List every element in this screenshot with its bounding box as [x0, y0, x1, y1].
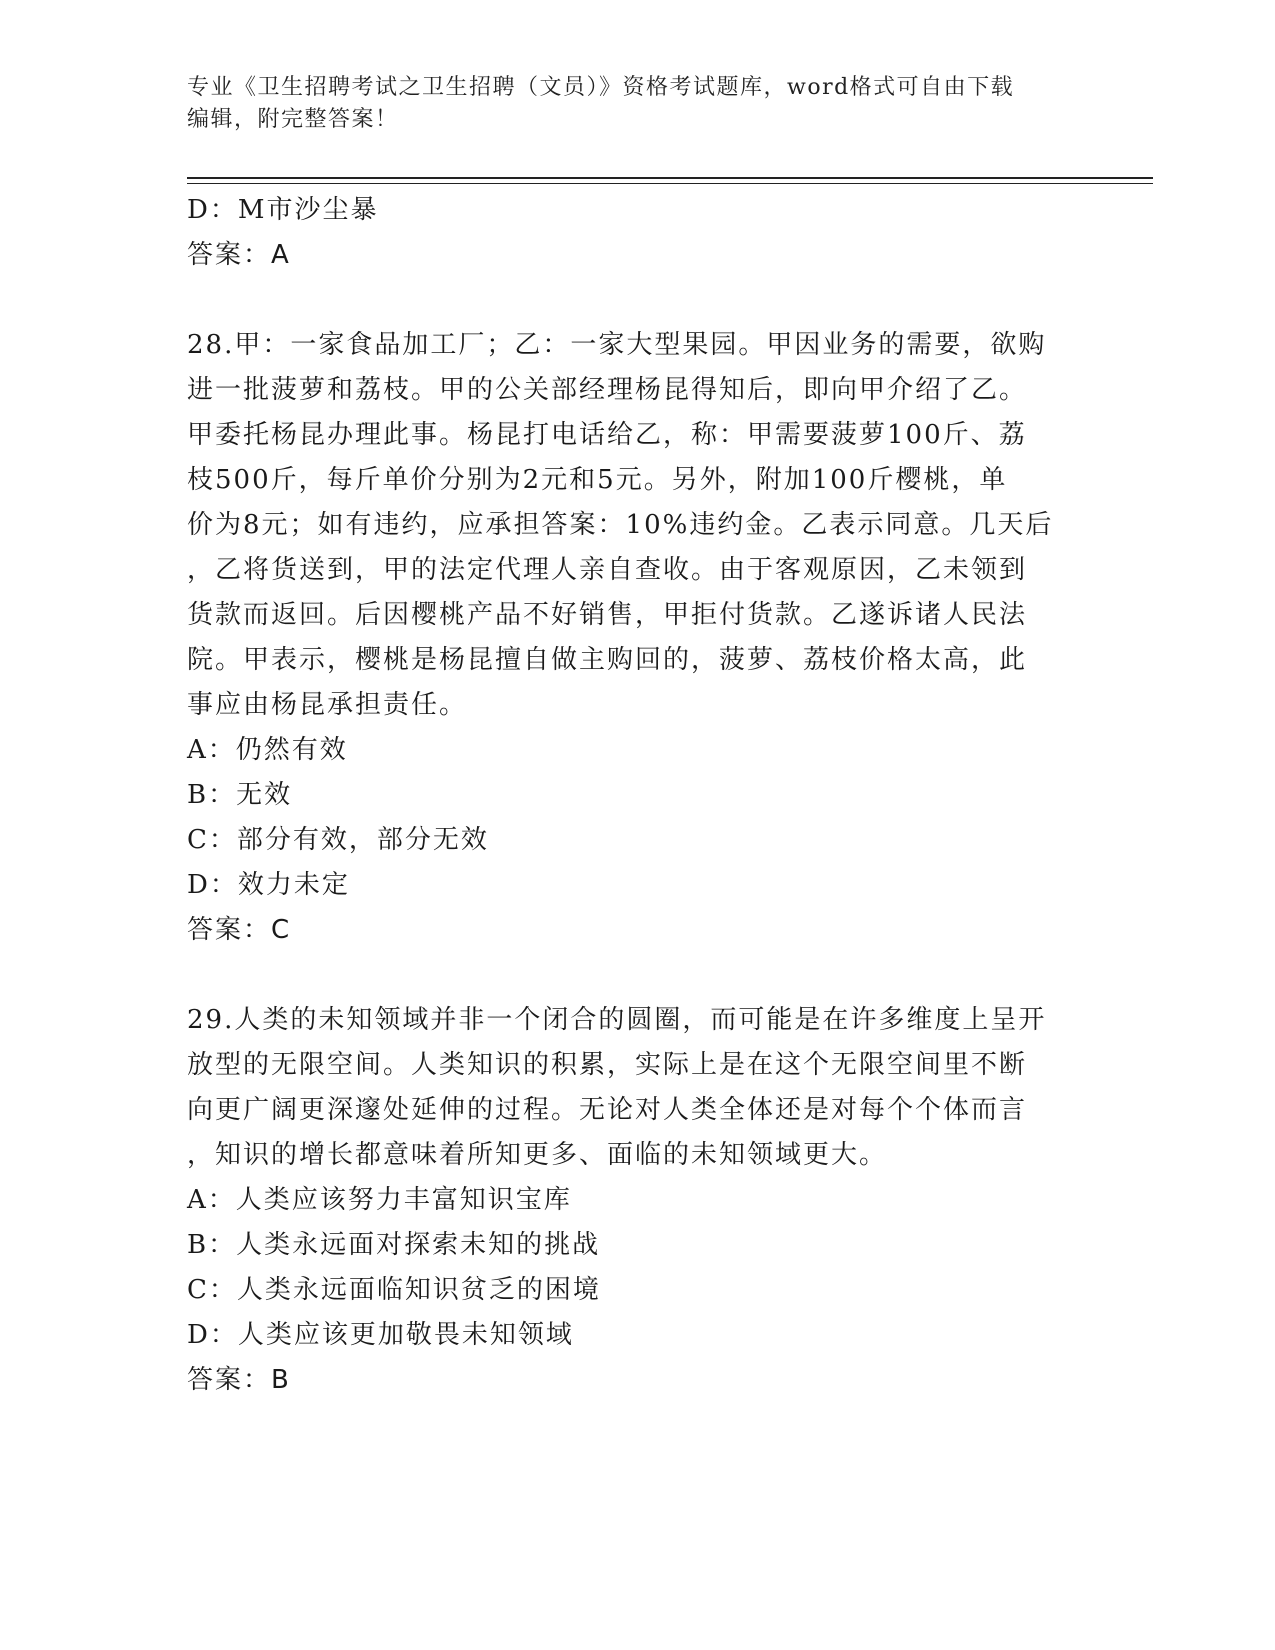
option-d: D：效力未定	[187, 870, 350, 900]
option-c: C：部分有效，部分无效	[187, 825, 489, 855]
question-28	[187, 323, 1077, 953]
spacer	[187, 278, 1077, 323]
question-29	[187, 998, 1077, 1403]
option-d: D：M市沙尘暴	[187, 195, 379, 225]
spacer	[187, 953, 1077, 998]
header-rule-thick	[187, 177, 1153, 179]
document-body	[187, 188, 1077, 1403]
question-stem-line: 货款而返回。后因樱桃产品不好销售，甲拒付货款。乙遂诉诸人民法	[187, 600, 1028, 630]
question-stem-line: 29.人类的未知领域并非一个闭合的圆圈，而可能是在许多维度上呈开	[187, 1005, 1047, 1035]
question-stem-line: ，乙将货送到，甲的法定代理人亲自查收。由于客观原因，乙未领到	[187, 555, 1028, 585]
document-header	[187, 72, 1087, 136]
question-stem-line: 甲委托杨昆办理此事。杨昆打电话给乙，称：甲需要菠萝100斤、荔	[187, 420, 1027, 450]
question-stem-line: 28.甲：一家食品加工厂；乙：一家大型果园。甲因业务的需要，欲购	[187, 330, 1047, 360]
question-stem-line: 院。甲表示，樱桃是杨昆擅自做主购回的，菠萝、荔枝价格太高，此	[187, 645, 1028, 675]
question-stem-line: 向更广阔更深邃处延伸的过程。无论对人类全体还是对每个个体而言	[187, 1095, 1028, 1125]
question-stem-line: 事应由杨昆承担责任。	[187, 690, 468, 720]
option-d: D：人类应该更加敬畏未知领域	[187, 1320, 574, 1350]
option-a: A：人类应该努力丰富知识宝库	[187, 1185, 572, 1215]
answer: 答案：C	[187, 915, 292, 945]
question-stem-line: 进一批菠萝和荔枝。甲的公关部经理杨昆得知后，即向甲介绍了乙。	[187, 375, 1028, 405]
header-rule-thin	[187, 183, 1153, 184]
option-b: B：人类永远面对探索未知的挑战	[187, 1230, 601, 1260]
previous-question-tail	[187, 188, 1077, 278]
header-line-2: 编辑，附完整答案！	[187, 107, 399, 132]
question-stem-line: 枝500斤，每斤单价分别为2元和5元。另外，附加100斤樱桃，单	[187, 465, 1008, 495]
question-stem-line: ，知识的增长都意味着所知更多、面临的未知领域更大。	[187, 1140, 888, 1170]
answer: 答案：A	[187, 240, 291, 270]
question-stem-line: 价为8元；如有违约，应承担答案：10%违约金。乙表示同意。几天后	[187, 510, 1054, 540]
option-c: C：人类永远面临知识贫乏的困境	[187, 1275, 601, 1305]
question-stem-line: 放型的无限空间。人类知识的积累，实际上是在这个无限空间里不断	[187, 1050, 1028, 1080]
option-a: A：仍然有效	[187, 735, 348, 765]
header-line-1: 专业《卫生招聘考试之卫生招聘（文员）》资格考试题库，word格式可自由下载	[187, 75, 1015, 100]
answer: 答案：B	[187, 1365, 291, 1395]
option-b: B：无效	[187, 780, 293, 810]
